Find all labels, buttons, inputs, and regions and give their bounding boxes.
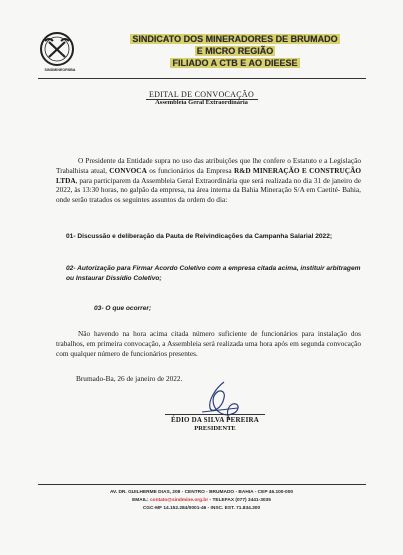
agenda-item-3: 03- O que ocorrer;: [94, 305, 152, 312]
notice-title: EDITAL DE CONVOCAÇÃO: [148, 90, 255, 99]
footer-contact: EMAIL: contato@sindmine.org.br - TELEFAX (077) 3441-3035: [132, 497, 271, 503]
intro-paragraph: O Presidente da Entidade supra no uso das atribuições que lhe confere o Estatuto e a Legislação Trabalhista atual, CONVOCA os funcionários da Empresa R&D MINERAÇÃO E CONSTRUÇÃO LTDA, para participarem da Assembleia Geral Extraordinária que será realizada no dia 31 de janeiro de 2022, às 13:30 horas, no galpão da empresa, na área interna da Bahia Mineração S/A em Caetité- Bahia, onde serão tratados os seguintes assuntos da ordem do dia:: [56, 156, 362, 205]
footer-registry: CGC-MF 14.152.284/0001-46 - INSC. EST. 71.834.300: [142, 505, 261, 511]
header-line-2: E MICRO REGIÃO: [196, 46, 274, 56]
header-line-1: SINDICATO DOS MINERADORES DE BRUMADO: [132, 34, 338, 44]
logo-caption: SINDMINEORSBA: [44, 68, 76, 72]
union-name: [90, 33, 380, 69]
header-line-3: FILIADO A CTB E AO DIEESE: [172, 58, 298, 68]
footer: [40, 489, 363, 512]
agenda-item-1: 01- Discussão e deliberação da Pauta de Reivindicações da Campanha Salarial 2022;: [66, 233, 333, 240]
email-link[interactable]: contato@sindmine.org.br: [149, 497, 209, 503]
signer-name: ÉDIO DA SILVA PEREIRA: [170, 416, 260, 424]
signature-line: [165, 414, 265, 415]
signer-role: PRESIDENTE: [194, 425, 236, 432]
document-date: Brumado-Ba, 26 de janeiro de 2022.: [76, 374, 183, 383]
footer-address: AV. DR. GUILHERME DIAS, 208 - CENTRO - BRUMADO - BAHIA - CEP 46.100-000: [109, 490, 294, 495]
agenda-item-2: 02- Autorização para Firmar Acordo Coletivo com a empresa citada acima, instituir arbitragem ou Instaurar Dissídio Coletivo;: [66, 265, 361, 282]
closing-paragraph: Não havendo na hora acima citada número suficiente de funcionários para instalação dos trabalhos, em primeira convocação, a Assembleia será realizada uma hora após em segunda convocação com qualquer número de funcionários presentes.: [56, 329, 361, 358]
header-divider-top: [38, 78, 366, 79]
footer-divider: [38, 484, 366, 485]
notice-subtitle: Assembleia Geral Extraordinária: [155, 99, 248, 106]
